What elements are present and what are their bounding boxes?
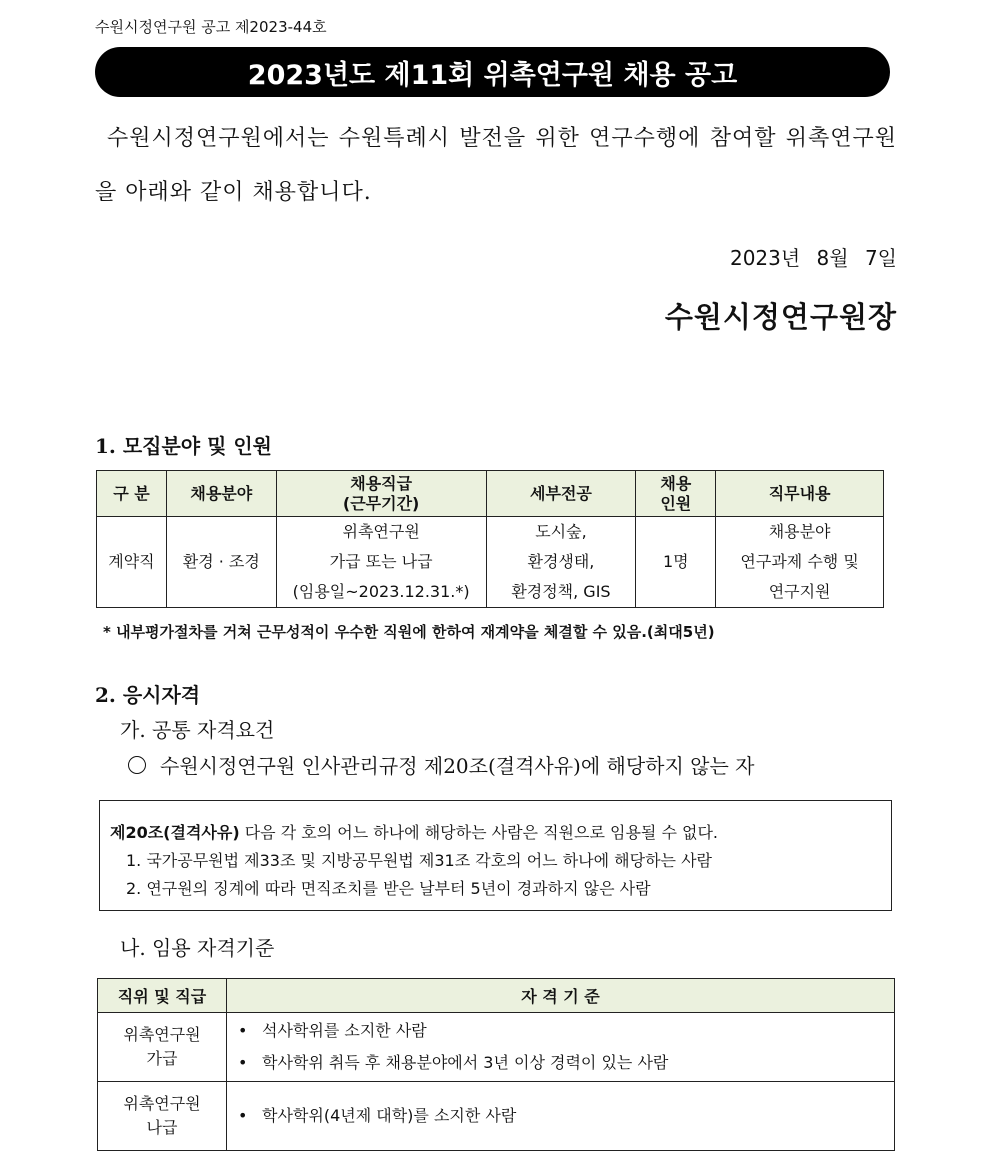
cell-position-line2: 가급: [146, 1049, 178, 1068]
cell-duty-line2: 연구과제 수행 및: [740, 552, 859, 571]
col-header-grade-line1: 채용직급: [350, 473, 413, 493]
contract-note: * 내부평가절차를 거쳐 근무성적이 우수한 직원에 한하여 재계약을 체결할 수 있음.(최대5년): [103, 623, 715, 641]
cell-major-line2: 환경생태,: [527, 552, 595, 571]
qualification-table: [97, 978, 895, 1151]
col-header-major: 세부전공: [486, 471, 636, 517]
cell-type: 계약직: [97, 517, 167, 608]
table-row: [98, 1082, 895, 1151]
table-header-row: [98, 979, 895, 1013]
signature: 수원시정연구원장: [664, 300, 897, 334]
page-title: 2023년도 제11회 위촉연구원 채용 공고: [247, 59, 738, 91]
cell-major: [486, 517, 636, 608]
recruitment-table: [96, 470, 884, 608]
col-header-criteria: 자 격 기 준: [227, 979, 895, 1013]
circle-bullet-icon: [128, 756, 146, 774]
section-1-heading: 1. 모집분야 및 인원: [95, 434, 273, 458]
cell-duty-line3: 연구지원: [768, 582, 831, 601]
subsection-a-heading: 가. 공통 자격요건: [120, 718, 275, 742]
col-header-count-line2: 인원: [660, 493, 692, 513]
col-header-position: 직위 및 직급: [98, 979, 227, 1013]
title-banner: [95, 47, 890, 97]
cell-duty: [716, 517, 884, 608]
col-header-field: 채용분야: [166, 471, 276, 517]
cell-position: [98, 1013, 227, 1082]
col-header-grade-line2: (근무기간): [342, 493, 420, 513]
cell-grade: [276, 517, 486, 608]
cell-position-line1: 위촉연구원: [123, 1025, 201, 1044]
criteria-list: [228, 1100, 893, 1132]
requirement-text: 수원시정연구원 인사관리규정 제20조(결격사유)에 해당하지 않는 자: [160, 754, 755, 778]
col-header-count: [636, 471, 716, 517]
list-item: • 석사학위를 소지한 사람: [262, 1015, 893, 1047]
regulation-item: 2. 연구원의 징계에 따라 면직조치를 받은 날부터 5년이 경과하지 않은 사람: [126, 879, 651, 898]
cell-major-line3: 환경정책, GIS: [511, 582, 611, 601]
table-row: [97, 517, 884, 608]
regulation-item: 1. 국가공무원법 제33조 및 지방공무원법 제31조 각호의 어느 하나에 해당하는 사람: [126, 851, 712, 870]
col-header-type: 구 분: [97, 471, 167, 517]
table-header-row: [97, 471, 884, 517]
cell-grade-line1: 위촉연구원: [342, 522, 420, 541]
cell-criteria: [227, 1082, 895, 1151]
cell-grade-line2: 가급 또는 나급: [329, 552, 433, 571]
cell-duty-line1: 채용분야: [768, 522, 831, 541]
cell-position-line2: 나급: [146, 1118, 178, 1137]
notice-number: 수원시정연구원 공고 제2023-44호: [95, 18, 327, 36]
regulation-text: 다음 각 호의 어느 하나에 해당하는 사람은 직원으로 임용될 수 없다.: [239, 823, 718, 842]
col-header-duty: 직무내용: [716, 471, 884, 517]
regulation-title: 제20조(결격사유): [110, 823, 240, 842]
list-item: • 학사학위 취득 후 채용분야에서 3년 이상 경력이 있는 사람: [262, 1047, 893, 1079]
regulation-intro: [110, 819, 881, 847]
cell-count: 1명: [636, 517, 716, 608]
regulation-box: [99, 800, 892, 911]
cell-grade-line3: (임용일~2023.12.31.*): [292, 582, 470, 601]
subsection-b-heading: 나. 임용 자격기준: [120, 936, 275, 960]
table-row: [98, 1013, 895, 1082]
cell-major-line1: 도시숲,: [535, 522, 587, 541]
requirement-item: [128, 750, 754, 779]
cell-position-line1: 위촉연구원: [123, 1094, 201, 1113]
cell-position: [98, 1082, 227, 1151]
announcement-date: 2023년 8월 7일: [729, 246, 897, 270]
criteria-list: [228, 1015, 893, 1079]
cell-field: 환경 · 조경: [166, 517, 276, 608]
col-header-grade: [276, 471, 486, 517]
list-item: • 학사학위(4년제 대학)를 소지한 사람: [262, 1100, 893, 1132]
section-2-heading: 2. 응시자격: [95, 683, 201, 707]
cell-criteria: [227, 1013, 895, 1082]
intro-paragraph: 수원시정연구원에서는 수원특례시 발전을 위한 연구수행에 참여할 위촉연구원을 아래와 같이 채용합니다.: [95, 126, 897, 205]
col-header-count-line1: 채용: [660, 473, 692, 493]
